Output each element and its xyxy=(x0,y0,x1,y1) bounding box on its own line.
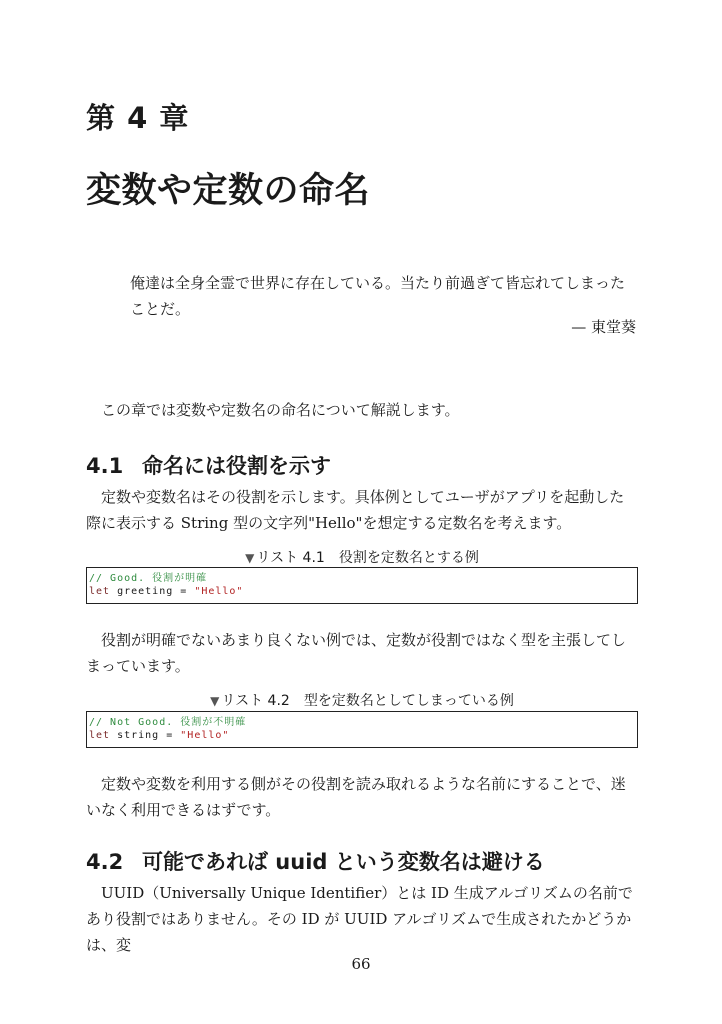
code-keyword: let xyxy=(89,586,111,597)
code-string: "Hello" xyxy=(194,586,244,597)
code-text: greeting = xyxy=(110,586,195,597)
code-listing-4-2 xyxy=(86,711,638,748)
section1-paragraph-3: 定数や変数を利用する側がその役割を読み取れるような名前にすることで、迷いなく利用できるはずです。 xyxy=(86,775,626,819)
listing-caption-text: リスト 4.2 型を定数名としてしまっている例 xyxy=(221,693,514,709)
epigraph-author: — 東堂葵 xyxy=(571,318,636,336)
section-title: 可能であれば uuid という変数名は避ける xyxy=(142,850,545,874)
listing-caption-text: リスト 4.1 役割を定数名とする例 xyxy=(256,550,479,566)
section-heading-4-2 xyxy=(86,846,545,876)
epigraph-quote: 俺達は全身全霊で世界に存在している。当たり前過ぎて皆忘れてしまったことだ。 xyxy=(130,274,626,318)
code-string: "Hello" xyxy=(180,730,230,741)
section-heading-4-1 xyxy=(86,450,331,480)
chapter-label: 第 4 章 xyxy=(86,101,190,135)
page-number: 66 xyxy=(351,955,371,973)
code-line xyxy=(87,585,637,598)
intro-paragraph: この章では変数や定数名の命名について解説します。 xyxy=(101,401,460,419)
section1-paragraph-2: 役割が明確でないあまり良くない例では、定数が役割ではなく型を主張してしまっています。 xyxy=(86,631,627,675)
code-line xyxy=(87,729,637,742)
code-comment: // Good. 役割が明確 xyxy=(89,573,208,584)
code-text: string = xyxy=(110,730,181,741)
section-number: 4.2 xyxy=(86,850,124,874)
triangle-marker-icon: ▼ xyxy=(210,694,220,708)
section-title: 命名には役割を示す xyxy=(142,454,331,478)
section2-paragraph-1: UUID（Universally Unique Identifier）とは ID 生成アルゴリズムの名前であり役割ではありません。その ID が UUID アルゴリズムで生成されたかどうかは、変 xyxy=(86,884,633,954)
chapter-title: 変数や定数の命名 xyxy=(86,171,371,211)
code-comment: // Not Good. 役割が不明確 xyxy=(89,717,247,728)
listing-caption-4-1 xyxy=(86,547,638,567)
section-number: 4.1 xyxy=(86,454,124,478)
code-keyword: let xyxy=(89,730,111,741)
code-listing-4-1 xyxy=(86,567,638,604)
triangle-marker-icon: ▼ xyxy=(245,551,255,565)
section1-paragraph-1: 定数や変数名はその役割を示します。具体例としてユーザがアプリを起動した際に表示する String 型の文字列"Hello"を想定する定数名を考えます。 xyxy=(86,488,625,532)
listing-caption-4-2 xyxy=(86,690,638,710)
